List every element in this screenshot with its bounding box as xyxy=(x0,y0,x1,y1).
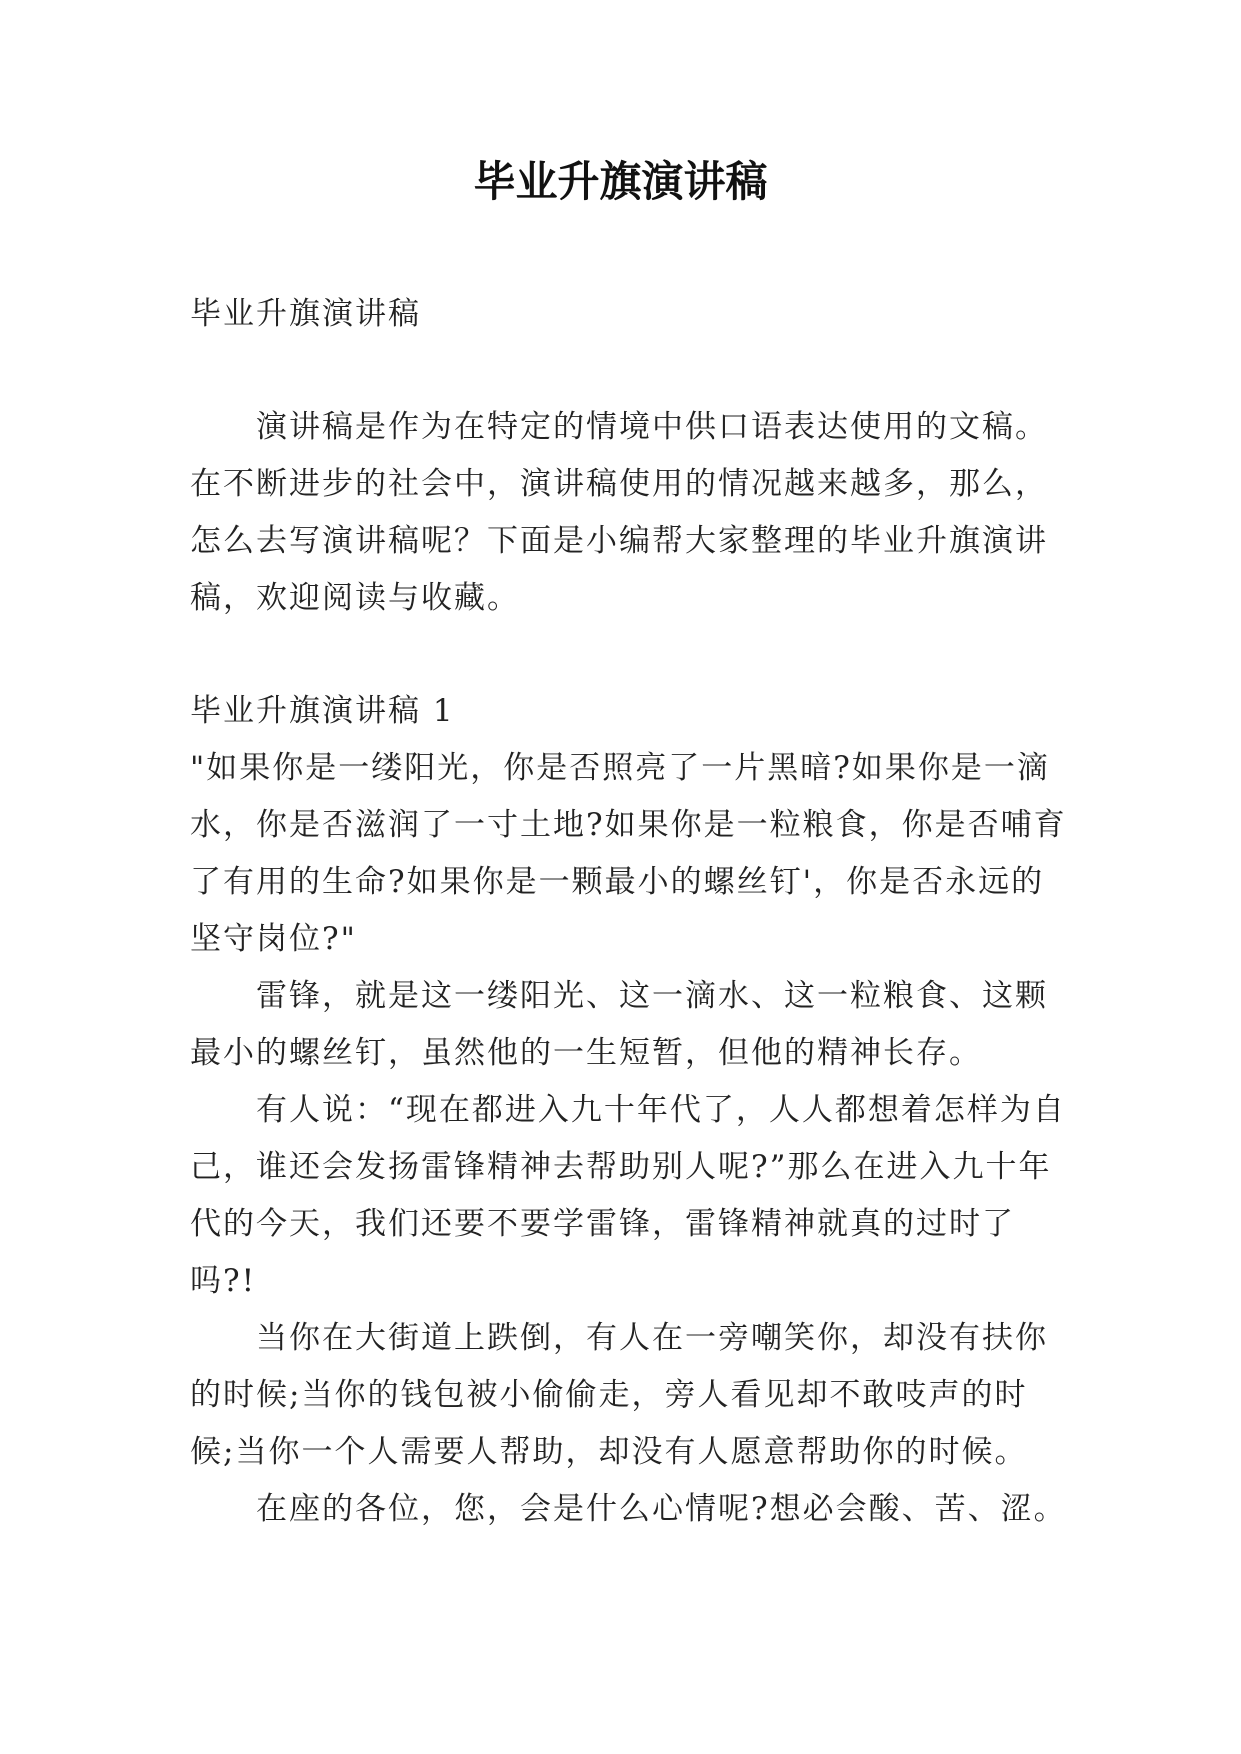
document-subtitle: 毕业升旗演讲稿 xyxy=(190,296,421,332)
speech-paragraph: 当你在大街道上跌倒，有人在一旁嘲笑你，却没有扶你的时候;当你的钱包被小偷偷走，旁人看见却不敢吱声的时候;当你一个人需要人帮助，却没有人愿意帮助你的时候。 xyxy=(190,1320,1048,1470)
speech-paragraph: 有人说：“现在都进入九十年代了，人人都想着怎样为自己，谁还会发扬雷锋精神去帮助别人呢?”那么在进入九十年代的今天，我们还要不要学雷锋，雷锋精神就真的过时了吗?! xyxy=(190,1092,1066,1299)
speech-paragraph: 雷锋，就是这一缕阳光、这一滴水、这一粒粮食、这颗最小的螺丝钉，虽然他的一生短暂，但他的精神长存。 xyxy=(190,978,1048,1071)
speech-body xyxy=(190,740,1070,1538)
intro-paragraph: 演讲稿是作为在特定的情境中供口语表达使用的文稿。在不断进步的社会中，演讲稿使用的情况越来越多，那么，怎么去写演讲稿呢？下面是小编帮大家整理的毕业升旗演讲稿，欢迎阅读与收藏。 xyxy=(190,409,1048,616)
speech-paragraph: 在座的各位，您，会是什么心情呢?想必会酸、苦、涩。 xyxy=(256,1491,1067,1527)
speech-paragraph-quote: "如果你是一缕阳光，你是否照亮了一片黑暗?如果你是一滴水，你是否滋润了一寸土地?如果你是一粒粮食，你是否哺育了有用的生命?如果你是一颗最小的螺丝钉'，你是否永远的坚守岗位?" xyxy=(190,750,1067,957)
section-heading: 毕业升旗演讲稿 1 xyxy=(190,693,455,729)
intro-section xyxy=(190,399,1070,627)
document-title: 毕业升旗演讲稿 xyxy=(473,157,768,206)
